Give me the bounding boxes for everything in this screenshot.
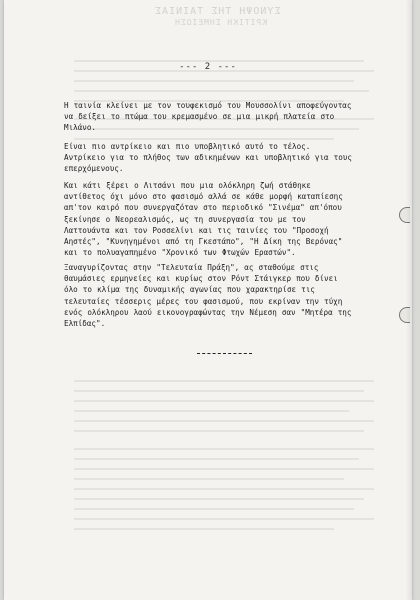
page-number: --- 2 --- bbox=[179, 62, 237, 72]
page-edge-shadow bbox=[406, 0, 412, 600]
document-page bbox=[4, 0, 412, 600]
paragraph-2: Είναι πιο αντρίκειο και πιο υποβλητικό αυτό το τέλος. Αντρίκειο για το πλήθος των αδικημένων και υποβλητικό για τους επερχόμενους. bbox=[64, 142, 352, 174]
bleed-subheader-mark: ΚΡΙΤΙΚΗ ΣΗΜΕΙΩΣΗ bbox=[174, 18, 268, 27]
paragraph-3: Και κάτι ξέρει ο Λιτσάνι που μια ολόκληρη ζωή στάθηκε αντίθετος όχι μόνο στο φασισμό αλλά σε κάθε μορφή καταπίεσης απ'τον καιρό που συνεργαζόταν στο περιοδικό "Σινέμα" απ'όπου ξεκίνησε ο Νεορεαλισμός, ως τη συνεργασία του με τον Λαττουάντα και τον Ροσσελίνι και τις ταινίες του "Προσοχή Αηστές", "Κυνηγημένοι από τη Γκεστάπο", "Η Δίκη της Βερόνας" και το πολυαγαπημένο "Χρονικό των Φτωχών Εραστών". bbox=[64, 181, 343, 258]
paragraph-1: Η ταινία κλείνει με τον τουφεκισμό του Μουσσολίνι αποφεύγοντας να δείξει το πτώμα του κρεμασμένο σε μια μικρή πλατεία στο Μιλάνο. bbox=[64, 101, 352, 133]
bleed-header-mark: ΣΥΝΟΨΗ ΤΗΣ ΤΑΙΝΙΑΣ bbox=[154, 6, 281, 17]
section-divider bbox=[197, 353, 252, 354]
paragraph-4: Ξαναγυρίζοντας στην "Τελευταία Πράξη", ας σταθούμε στις θαυμάσιες ερμηνείες και κυρίως στον Ρόντ Στάιγκερ που δίνει όλο το κλίμα της δυναμικής αγωνίας που χαρακτηρίσε τις τελευταίες τέσσερις μέρες του φασισμού, που εκρίναν την τύχη ενός ολόκληρου λαού εικονογραφώντας την Νέμεση σαν "Μητέρα της Ελπίδας". bbox=[64, 263, 352, 329]
